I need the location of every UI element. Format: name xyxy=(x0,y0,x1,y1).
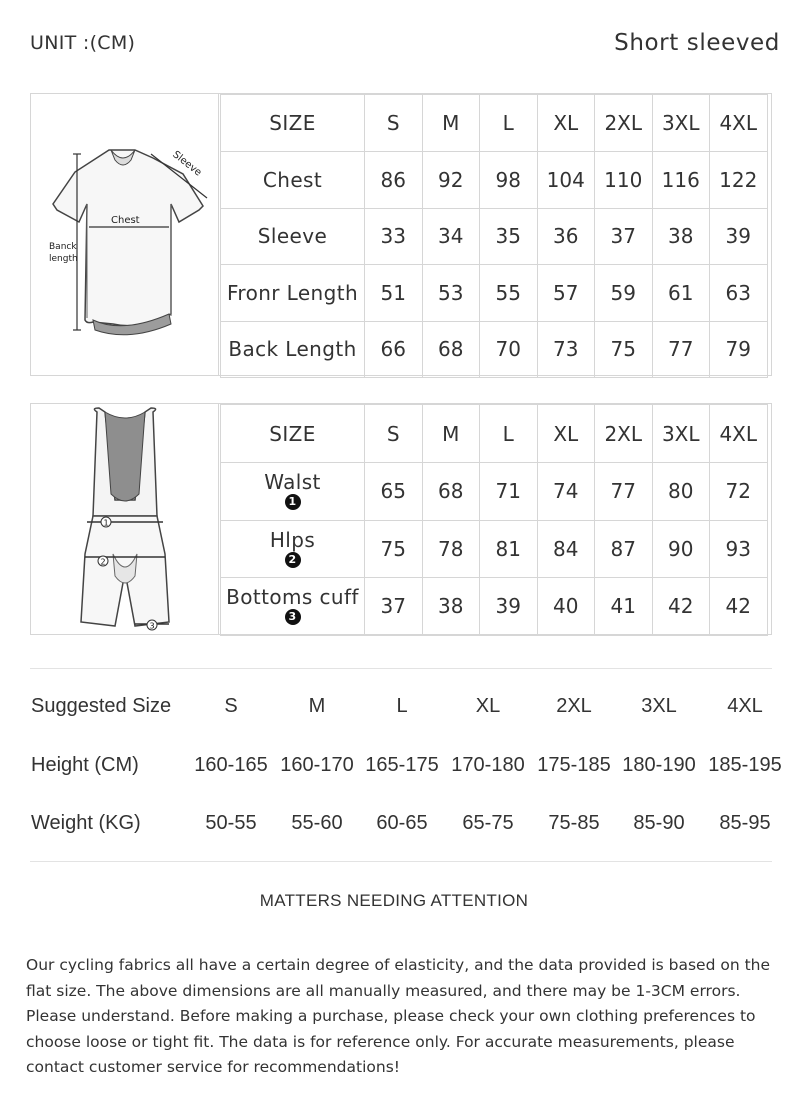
table-cell: 39 xyxy=(480,578,538,636)
table-cell: 75 xyxy=(365,520,423,578)
table-cell: 73 xyxy=(537,321,595,378)
table-row xyxy=(221,208,768,265)
marker-3: 3 xyxy=(149,621,155,631)
weight-cell: 60-65 xyxy=(376,812,428,834)
suggested-size-cell: XL xyxy=(475,695,501,717)
back-length-diagram-label: Banck length xyxy=(49,242,78,264)
column-header: 4XL xyxy=(710,95,768,152)
bib-size-chart xyxy=(30,403,772,635)
weight-cell: 50-55 xyxy=(205,812,257,834)
weight-cell: 85-95 xyxy=(719,812,771,834)
table-cell: 38 xyxy=(422,578,480,636)
table-cell: 37 xyxy=(365,578,423,636)
column-header: SIZE xyxy=(221,95,365,152)
table-cell: 90 xyxy=(652,520,710,578)
table-cell: 87 xyxy=(595,520,653,578)
suggested-size-cell: 3XL xyxy=(641,695,677,717)
weight-cell: 75-85 xyxy=(548,812,600,834)
number-2-icon: 2 xyxy=(285,552,301,568)
number-3-icon: 3 xyxy=(285,609,301,625)
table-cell: 78 xyxy=(422,520,480,578)
row-label-text: Bottoms cuff xyxy=(226,585,359,610)
table-cell: 61 xyxy=(652,265,710,322)
table-row xyxy=(221,520,768,578)
table-row xyxy=(221,578,768,636)
garment-style: Short sleeved xyxy=(614,30,780,56)
column-header: S xyxy=(365,95,423,152)
table-cell: 77 xyxy=(595,463,653,521)
column-header: M xyxy=(422,405,480,463)
table-cell: 57 xyxy=(537,265,595,322)
table-cell: 70 xyxy=(480,321,538,378)
column-header: XL xyxy=(537,405,595,463)
table-cell: 93 xyxy=(710,520,768,578)
table-cell: 51 xyxy=(365,265,423,322)
table-cell: 38 xyxy=(652,208,710,265)
suggested-size-cell: 4XL xyxy=(727,695,763,717)
row-label-text: Walst xyxy=(264,470,321,495)
table-cell: 98 xyxy=(480,152,538,209)
table-cell: 37 xyxy=(595,208,653,265)
table-cell: 55 xyxy=(480,265,538,322)
bib-size-table xyxy=(220,404,768,636)
height-cell: 180-190 xyxy=(622,754,696,776)
table-cell: 72 xyxy=(710,463,768,521)
attention-notes: Our cycling fabrics all have a certain degree of elasticity, and the data provided is based on the flat size. The above dimensions are all manually measured, and there may be 1-3CM errors. Please understand. Before making a purchase, please check your own clothing preferences to choose loose or tight fit. The data is for reference only. For accurate measurements, please contact customer service for recommendations! xyxy=(26,956,771,1077)
jersey-size-chart xyxy=(30,93,772,376)
table-cell: 86 xyxy=(365,152,423,209)
column-header: L xyxy=(480,95,538,152)
table-row xyxy=(221,152,768,209)
row-label-text: Hlps xyxy=(269,527,316,552)
height-cell: 160-170 xyxy=(280,754,354,776)
table-cell: 53 xyxy=(422,265,480,322)
height-cell: 165-175 xyxy=(365,754,439,776)
table-cell: 110 xyxy=(595,152,653,209)
divider xyxy=(30,668,772,669)
table-row xyxy=(221,321,768,378)
table-cell: 104 xyxy=(537,152,595,209)
table-cell: 79 xyxy=(710,321,768,378)
sleeve-diagram-label: Sleeve xyxy=(170,149,204,179)
suggested-size-row xyxy=(0,695,800,725)
table-cell: 77 xyxy=(652,321,710,378)
jersey-diagram xyxy=(31,94,219,375)
weight-label: Weight (KG) xyxy=(31,812,141,834)
marker-2: 2 xyxy=(100,557,106,567)
table-header-row xyxy=(221,405,768,463)
table-cell: 92 xyxy=(422,152,480,209)
table-row xyxy=(221,265,768,322)
row-label xyxy=(221,520,365,578)
table-cell: 63 xyxy=(710,265,768,322)
suggested-size-cell: S xyxy=(224,695,238,717)
height-row xyxy=(0,754,800,784)
weight-row xyxy=(0,812,800,842)
row-label: Back Length xyxy=(221,321,365,378)
weight-cell: 65-75 xyxy=(462,812,514,834)
attention-heading: MATTERS NEEDING ATTENTION xyxy=(259,891,529,910)
weight-cell: 85-90 xyxy=(633,812,685,834)
height-cell: 185-195 xyxy=(708,754,782,776)
table-cell: 35 xyxy=(480,208,538,265)
column-header: SIZE xyxy=(221,405,365,463)
table-cell: 68 xyxy=(422,463,480,521)
number-1-icon: 1 xyxy=(285,494,301,510)
table-cell: 75 xyxy=(595,321,653,378)
column-header: M xyxy=(422,95,480,152)
table-cell: 84 xyxy=(537,520,595,578)
table-cell: 122 xyxy=(710,152,768,209)
height-cell: 175-185 xyxy=(537,754,611,776)
table-cell: 68 xyxy=(422,321,480,378)
suggested-size-label: Suggested Size xyxy=(31,695,172,717)
table-header-row xyxy=(221,95,768,152)
suggested-size-cell: 2XL xyxy=(556,695,592,717)
table-cell: 71 xyxy=(480,463,538,521)
column-header: 3XL xyxy=(652,95,710,152)
table-cell: 65 xyxy=(365,463,423,521)
column-header: L xyxy=(480,405,538,463)
height-cell: 160-165 xyxy=(194,754,268,776)
column-header: 4XL xyxy=(710,405,768,463)
table-cell: 34 xyxy=(422,208,480,265)
table-cell: 74 xyxy=(537,463,595,521)
table-cell: 42 xyxy=(652,578,710,636)
table-cell: 41 xyxy=(595,578,653,636)
table-cell: 36 xyxy=(537,208,595,265)
height-cell: 170-180 xyxy=(451,754,525,776)
row-label: Sleeve xyxy=(221,208,365,265)
row-label xyxy=(221,463,365,521)
table-cell: 42 xyxy=(710,578,768,636)
column-header: 2XL xyxy=(595,95,653,152)
column-header: XL xyxy=(537,95,595,152)
table-cell: 81 xyxy=(480,520,538,578)
table-cell: 33 xyxy=(365,208,423,265)
weight-cell: 55-60 xyxy=(291,812,343,834)
table-cell: 80 xyxy=(652,463,710,521)
row-label xyxy=(221,578,365,636)
chest-diagram-label: Chest xyxy=(111,215,140,226)
suggested-size-cell: L xyxy=(396,695,408,717)
height-label: Height (CM) xyxy=(31,754,139,776)
unit-label: UNIT :(CM) xyxy=(30,32,136,54)
column-header: S xyxy=(365,405,423,463)
table-cell: 116 xyxy=(652,152,710,209)
column-header: 2XL xyxy=(595,405,653,463)
suggested-size-cell: M xyxy=(308,695,326,717)
divider xyxy=(30,861,772,862)
table-cell: 66 xyxy=(365,321,423,378)
table-row xyxy=(221,463,768,521)
bib-shorts-diagram xyxy=(31,404,219,634)
row-label: Chest xyxy=(221,152,365,209)
jersey-size-table xyxy=(220,94,768,378)
column-header: 3XL xyxy=(652,405,710,463)
row-label: Fronr Length xyxy=(221,265,365,322)
table-cell: 39 xyxy=(710,208,768,265)
marker-1: 1 xyxy=(103,518,109,528)
table-cell: 40 xyxy=(537,578,595,636)
table-cell: 59 xyxy=(595,265,653,322)
